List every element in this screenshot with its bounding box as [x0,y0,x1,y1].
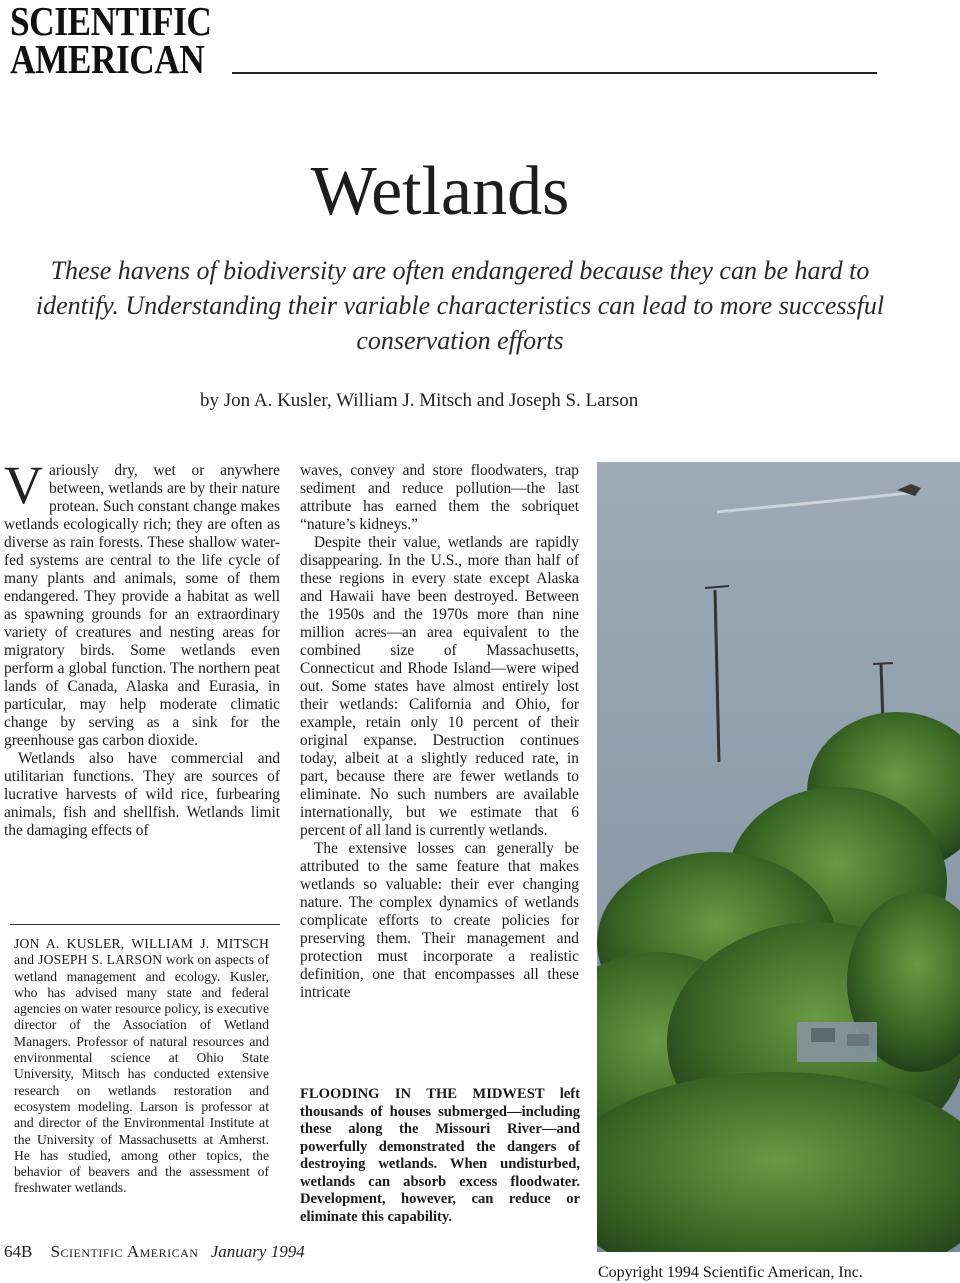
bio-divider [10,924,280,925]
issue-date: January 1994 [210,1242,305,1261]
drop-cap: V [4,455,43,515]
copyright-notice: Copyright 1994 Scientific American, Inc. [598,1264,863,1281]
masthead-rule [232,72,877,74]
body-column-1 [4,455,280,840]
article-title-text: Wetlands [310,153,570,230]
body-paragraph [4,455,280,750]
body-paragraph: The extensive losses can generally be attributed to the same feature that makes wetlands so valuable: their ever changing nature. The complex dynamics of wetlands complicate efforts to create policies for preserving them. Their management and protection must incorporate a realistic definition, one that encompasses all these intricate [300,840,579,1001]
masthead-line1: SCIENTIFIC [10,0,212,44]
flood-photo-image [597,462,960,1252]
body-paragraph: Despite their value, wetlands are rapidly disappearing. In the U.S., more than half of these regions in every state except Alaska and Hawaii have been destroyed. Between the 1950s and the 1970s more than nine million acres—an area equivalent to the combined size of Massachusetts, Connecticut and Rhode Island—were wiped out. Some states have almost entirely lost their wetlands: California and Ohio, for example, retain only 10 percent of their original expanse. Destruction continues today, albeit at a slightly reduced rate, in part, because there are fewer wetlands to eliminate. No such numbers are available internationally, but we estimate that 6 percent of all land is currently wetlands. [300,534,579,839]
body-paragraph: Wetlands also have commercial and utilitarian functions. They are sources of lucrative harvests of wild rice, furbearing animals, fish and shellfish. Wetlands limit the damaging effects of [4,750,280,839]
photo-caption: FLOODING IN THE MIDWEST left thousands of houses submerged—including these along the Missouri River—and powerfully demonstrated the dangers of destroying wetlands. When undisturbed, wetlands can absorb excess floodwater. Development, however, can reduce or eliminate this capability. [300,1086,580,1225]
body-column-2 [300,462,579,1002]
page-number: 64B [4,1242,33,1261]
article-byline: by Jon A. Kusler, William J. Mitsch and Joseph S. Larson [200,390,639,411]
magazine-name: Scientific American [50,1242,199,1261]
article-deck: These havens of biodiversity are often endangered because they can be hard to identify. Understanding their variable characteristics can lead to more successful conservation efforts [35,256,885,355]
author-names: JON A. KUSLER, WILLIAM J. MITSCH and JOSEPH S. LARSON [14,936,269,968]
masthead-logo [10,0,212,82]
masthead-line2: AMERICAN [10,36,205,82]
body-paragraph: waves, convey and store floodwaters, trap sediment and reduce pollution—the last attribute has earned them the sobriquet “nature’s kidneys.” [300,462,579,533]
flood-photo [597,462,960,1252]
author-bio [14,936,269,1197]
article-title [0,152,880,232]
body-text: ariously dry, wet or anywhere between, wetlands are by their nature protean. Such constant change makes wetlands ecologically rich; they are often as diverse as rain forests. These shallow water-fed systems are central to the life cycle of many plants and animals, some of them endangered. They provide a habitat as well as spawning grounds for an extraordinary variety of creatures and nesting areas for migratory birds. Some wetlands even perform a global function. The northern peat lands of Canada, Alaska and Eurasia, in particular, may help moderate climatic change by serving as a sink for the greenhouse gas carbon dioxide. [4,462,280,749]
author-bio-text: work on aspects of wetland management and ecology. Kusler, who has advised many state and federal agencies on water resource policy, is executive director of the Association of Wetland Managers. Professor of natural resources and environmental science at Ohio State University, Mitsch has conducted extensive research on wetlands restoration and ecosystem modeling. Larson is professor at and director of the Environmental Institute at the University of Massachusetts at Amherst. He has studied, among other topics, the behavior of beavers and the assessment of freshwater wetlands. [14,952,269,1196]
page-footer [4,1242,305,1262]
